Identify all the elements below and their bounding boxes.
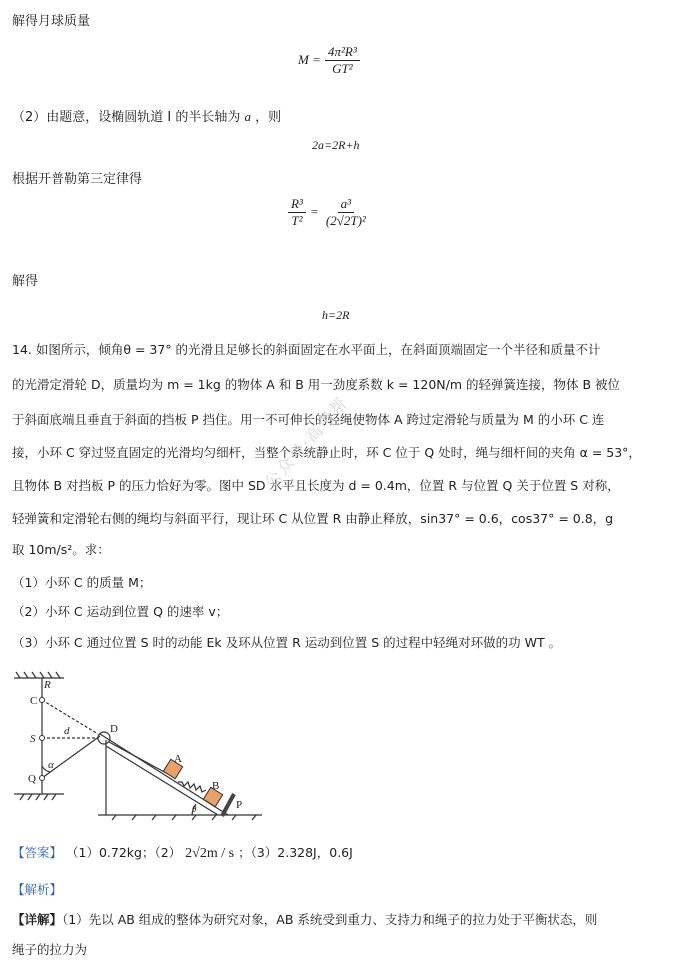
fraction-right	[323, 196, 369, 229]
label-q: Q	[28, 773, 36, 785]
detail-line	[12, 910, 597, 928]
question-3: （3）小环 C 通过位置 S 时的动能 Ek 及环从位置 R 运动到位置 S 的过程中轻绳对环做的功 WT 。	[12, 635, 562, 650]
pulley-d	[98, 732, 110, 744]
denominator: T²	[291, 213, 303, 228]
label-b: B	[212, 780, 220, 792]
problem-line: 于斜面底端且垂直于斜面的挡板 P 挡住。用一不可伸长的轻绳使物体 A 跨过定滑轮与质量为 M 的小环 C 连	[12, 412, 605, 427]
ring-c	[40, 698, 45, 703]
denominator: (2√2T)²	[325, 213, 366, 228]
label-theta: θ	[192, 804, 197, 814]
text-segment: （2）由题意，设椭圆轨道 I 的半长轴为	[12, 110, 241, 125]
label-c: C	[30, 695, 38, 707]
fraction	[325, 44, 360, 77]
label-r: R	[44, 679, 51, 691]
numerator: R³	[288, 196, 306, 213]
problem-line: 14. 如图所示，倾角θ = 37° 的光滑且足够长的斜面固定在水平面上，在斜面顶端固定一个半径和质量不计	[12, 342, 601, 357]
text-line: 解得月球质量	[12, 14, 91, 29]
dashed-line-r	[42, 700, 98, 734]
formula-mass	[298, 44, 360, 77]
incline-bottom	[106, 746, 218, 815]
rope-to-ring	[42, 736, 100, 778]
rope-to-a	[109, 742, 168, 774]
answer-text: （1）0.72kg；（2）	[66, 845, 182, 860]
text-line: 解得	[12, 274, 39, 289]
variable: a	[244, 109, 252, 124]
answer-text: ；（3）2.328J，0.6J	[238, 845, 353, 860]
physics-diagram	[12, 670, 272, 830]
detail-tag: 【详解】	[12, 912, 63, 927]
watermark: 公众号·高考帮	[260, 393, 352, 492]
question-1: （1）小环 C 的质量 M；	[12, 575, 152, 590]
text-line	[12, 106, 281, 125]
equation: 2a=2R+h	[312, 138, 360, 152]
answer-tag: 【答案】	[12, 845, 63, 860]
numerator: a³	[338, 196, 354, 213]
problem-line: 接，小环 C 穿过竖直固定的光滑均匀细杆，当整个系统静止时，环 C 位于 Q 处时，绳与细杆间的夹角 α = 53°，	[12, 445, 641, 460]
answer-velocity: 2√2m / s	[185, 846, 235, 861]
detail-text: （1）先以 AB 组成的整体为研究对象，AB 系统受到重力、支持力和绳子的拉力处于平衡状态，则	[62, 912, 598, 927]
equation: h=2R	[322, 308, 350, 322]
label-alpha: α	[48, 759, 54, 771]
detail-line-2: 绳子的拉力为	[12, 942, 88, 957]
problem-line: 轻弹簧和定滑轮右侧的绳均与斜面平行，现让环 C 从位置 R 由静止释放，sin37° = 0.6，cos37° = 0.8，g	[12, 511, 614, 526]
problem-line: 且物体 B 对挡板 P 的压力恰好为零。图中 SD 水平且长度为 d = 0.4m，位置 R 与位置 Q 关于位置 S 对称，	[12, 478, 620, 493]
numerator: 4π²R³	[325, 44, 360, 61]
denominator: GT²	[332, 61, 353, 76]
label-d-small: d	[64, 725, 70, 737]
point-s	[40, 736, 45, 741]
spring	[178, 782, 206, 792]
formula-kepler	[288, 196, 369, 229]
label-a: A	[174, 753, 182, 765]
text-line: 根据开普勒第三定律得	[12, 172, 143, 187]
point-q	[40, 776, 45, 781]
text-segment: ，则	[255, 110, 282, 125]
fraction-left	[288, 196, 306, 229]
label-s: S	[30, 733, 36, 745]
equals-sign: =	[309, 204, 319, 219]
problem-line: 取 10m/s²。求：	[12, 542, 110, 557]
problem-line: 的光滑定滑轮 D，质量均为 m = 1kg 的物体 A 和 B 用一劲度系数 k = 120N/m 的轻弹簧连接，物体 B 被位	[12, 377, 621, 392]
label-d: D	[110, 723, 118, 735]
question-2: （2）小环 C 运动到位置 Q 的速率 v；	[12, 604, 229, 619]
analysis-tag: 【解析】	[12, 882, 63, 897]
label-p: P	[236, 799, 243, 811]
formula-lhs: M =	[298, 52, 321, 67]
answer-line	[12, 843, 353, 862]
board-p	[222, 794, 234, 816]
